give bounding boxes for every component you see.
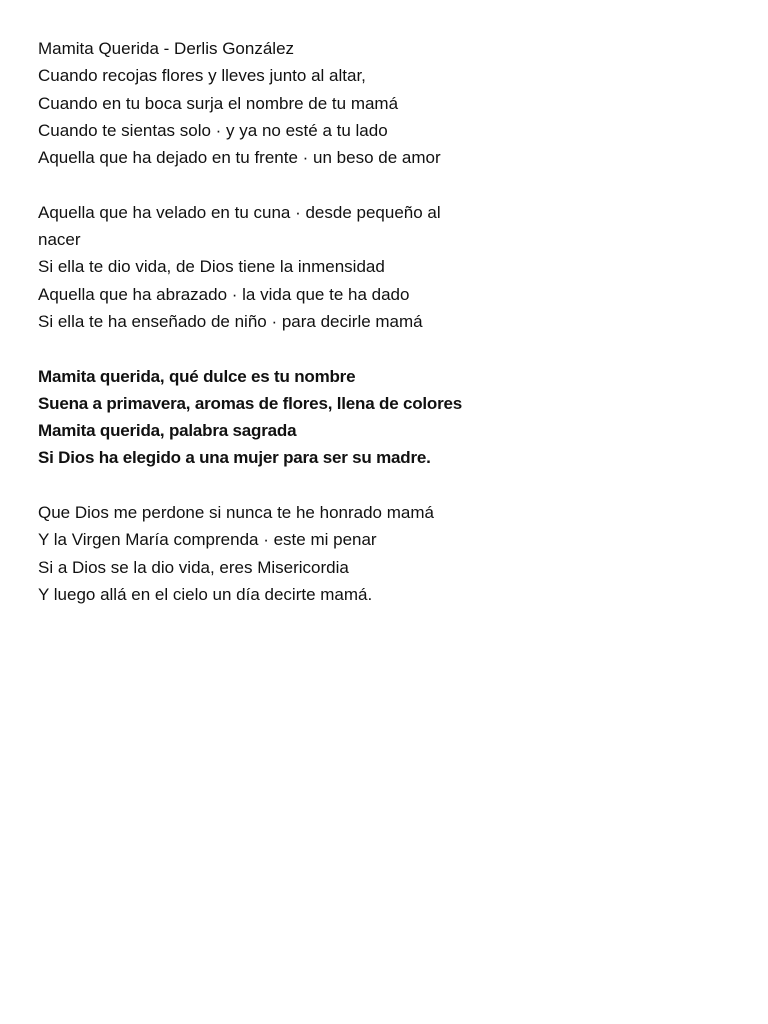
stanza-1 — [38, 35, 728, 171]
lyric-line: Que Dios me perdone si nunca te he honrado mamá — [38, 503, 434, 523]
lyric-line: Y la Virgen María comprenda · este mi penar — [38, 530, 377, 550]
chorus-line: Mamita querida, palabra sagrada — [38, 421, 297, 441]
lyric-line: Si a Dios se la dio vida, eres Misericordia — [38, 557, 349, 577]
lyric-line: nacer — [38, 230, 81, 250]
lyric-line: Cuando en tu boca surja el nombre de tu mamá — [38, 93, 399, 113]
lyric-line: Aquella que ha abrazado · la vida que te ha dado — [38, 284, 410, 304]
chorus-stanza — [38, 363, 728, 472]
song-title: Mamita Querida - Derlis González — [38, 39, 295, 58]
stanza-2 — [38, 199, 728, 335]
stanza-spacer — [38, 171, 728, 198]
lyric-line: Si ella te dio vida, de Dios tiene la inmensidad — [38, 257, 385, 277]
lyric-line: Aquella que ha velado en tu cuna · desde pequeño al — [38, 202, 441, 222]
lyrics-document — [38, 35, 728, 636]
lyric-line: Cuando recojas flores y lleves junto al altar, — [38, 66, 366, 86]
chorus-line: Suena a primavera, aromas de flores, llena de colores — [38, 393, 463, 413]
lyric-line: Si ella te ha enseñado de niño · para decirle mamá — [38, 311, 423, 331]
stanza-4 — [38, 499, 728, 608]
lyric-line: Y luego allá en el cielo un día decirte mamá. — [38, 584, 373, 604]
chorus-line: Si Dios ha elegido a una mujer para ser su madre. — [38, 448, 431, 468]
lyric-line: Cuando te sientas solo · y ya no esté a tu lado — [38, 120, 388, 140]
chorus-line: Mamita querida, qué dulce es tu nombre — [38, 366, 356, 386]
lyric-line: Aquella que ha dejado en tu frente · un beso de amor — [38, 148, 441, 168]
